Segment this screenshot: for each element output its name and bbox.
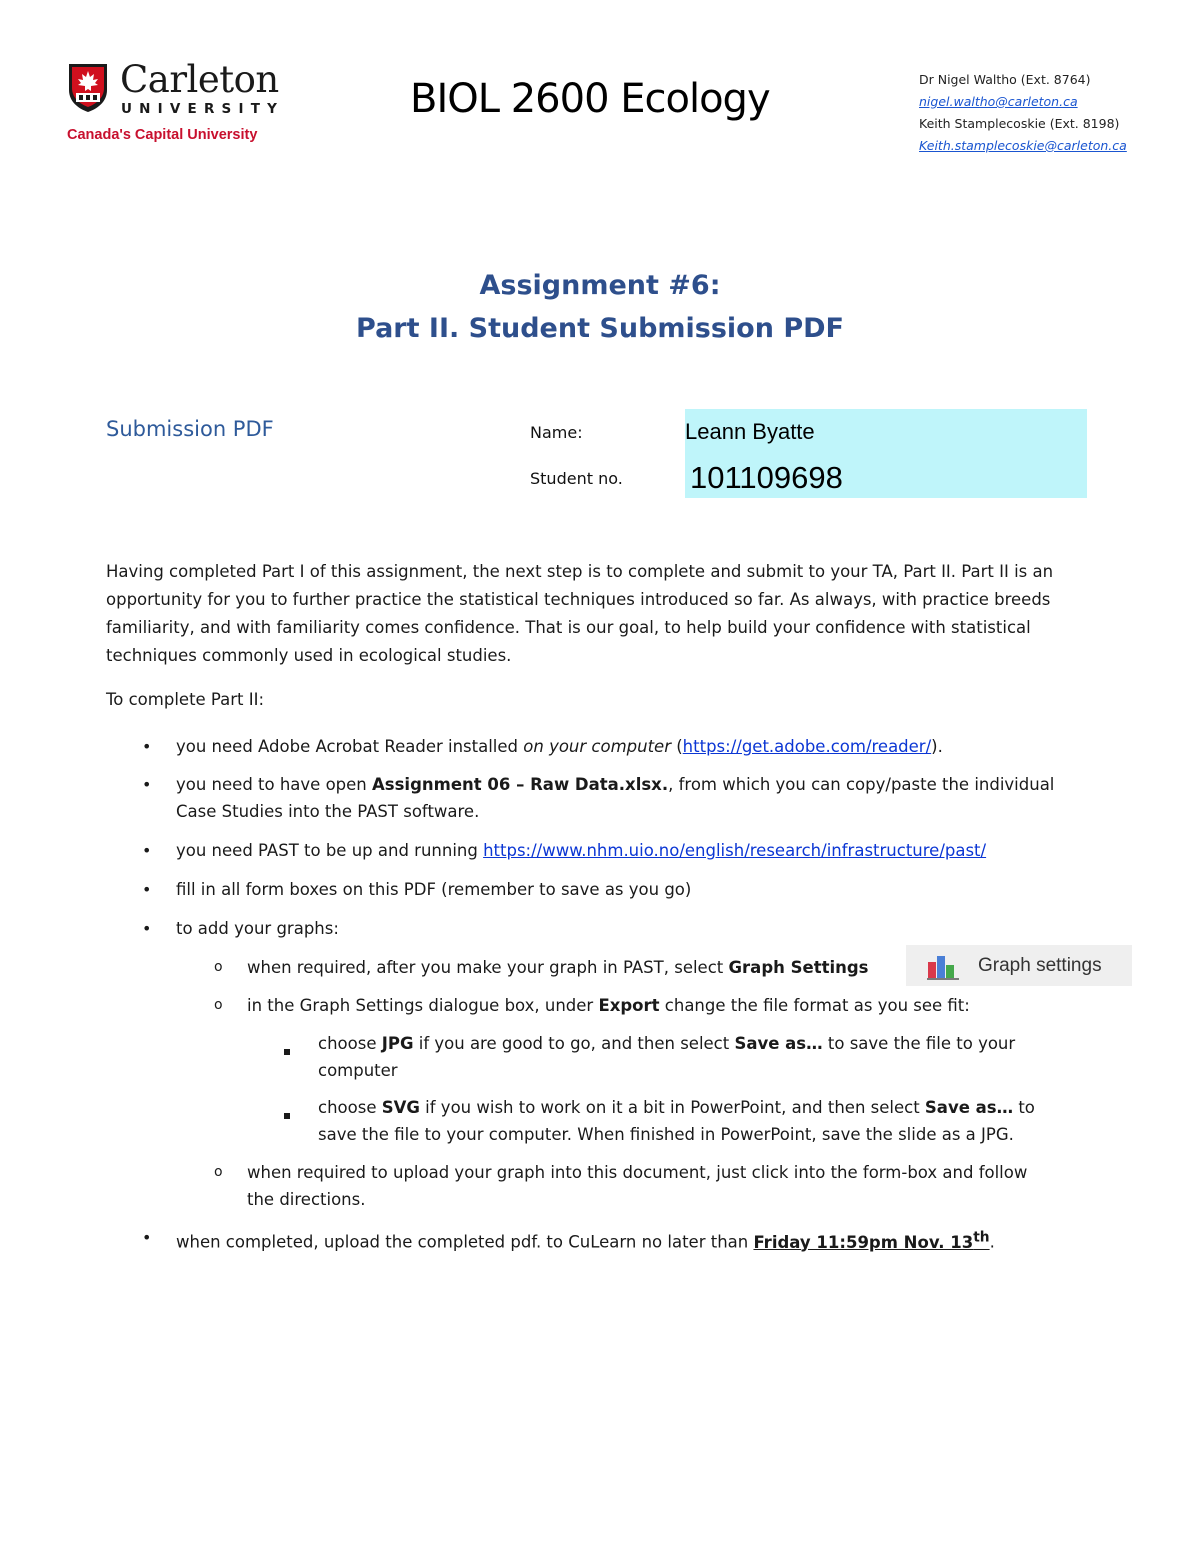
adobe-reader-link[interactable]: https://get.adobe.com/reader/ [682,737,932,756]
name-field[interactable]: Leann Byatte [685,419,815,444]
list-item: choose SVG if you wish to work on it a bit in PowerPoint, and then select Save as… to save the file to your computer. When finished in PowerPoint, save the slide as a JPG. [318,1098,1035,1144]
list-item: choose JPG if you are good to go, and then select Save as… to save the file to your computer [318,1034,1016,1080]
list-item: to add your graphs: [176,919,339,938]
crest-icon [67,62,109,114]
sub-bullet-marker: o [214,1164,223,1180]
bullet-marker: • [142,841,152,860]
bullet-marker: • [142,775,152,794]
list-item: in the Graph Settings dialogue box, under Export change the file format as you see fit: [247,996,970,1015]
logo-university: UNIVERSITY [121,101,285,117]
intro-paragraph: Having completed Part I of this assignment, the next step is to complete and submit to your TA, Part II. Part II is an opportunity for you to further practice the statistical techniques introduced so far. As always, with practice breeds familiarity, and with familiarity comes confidence. That is our goal, to help build your confidence with statistical techniques commonly used in ecological studies. [106,562,1054,665]
list-item: when required to upload your graph into this document, just click into the form-box and follow the directions. [247,1163,1028,1209]
list-item: fill in all form boxes on this PDF (remember to save as you go) [176,880,692,899]
list-item: when completed, upload the completed pdf. to CuLearn no later than Friday 11:59pm Nov. 13th. [176,1229,995,1252]
submission-heading: Submission PDF [106,417,274,441]
student-number-label: Student no. [530,469,623,488]
bullet-marker: • [142,919,152,938]
bullet-marker: • [142,1228,152,1247]
student-number-field[interactable]: 101109698 [690,460,843,495]
contact-block [919,69,1127,157]
list-item: you need Adobe Acrobat Reader installed on your computer (https://get.adobe.com/reader/). [176,737,943,756]
bullet-marker: • [142,880,152,899]
sub-bullet-marker: o [214,959,223,975]
contact-name: Dr Nigel Waltho (Ext. 8764) [919,72,1091,87]
square-bullet-marker [284,1104,290,1123]
list-item: you need to have open Assignment 06 – Raw Data.xlsx., from which you can copy/paste the individual Case Studies into the PAST software. [176,775,1055,821]
sub-bullet-marker: o [214,997,223,1013]
list-item: you need PAST to be up and running https://www.nhm.uio.no/english/research/infrastructure/past/ [176,841,987,860]
contact-email-link[interactable]: Keith.stamplecoskie@carleton.ca [919,138,1127,153]
to-complete-label: To complete Part II: [106,690,265,709]
contact-email-link[interactable]: nigel.waltho@carleton.ca [919,94,1078,109]
deadline-text: Friday 11:59pm Nov. 13th [753,1229,990,1252]
logo-wordmark: Carleton [120,58,279,101]
logo-tagline: Canada's Capital University [67,127,258,143]
graph-settings-label: Graph settings [978,955,1102,976]
bar-chart-icon [927,954,959,980]
bullet-marker: • [142,737,152,756]
list-item: when required, after you make your graph in PAST, select Graph Settings [247,958,869,977]
name-label: Name: [530,423,583,442]
past-software-link[interactable]: https://www.nhm.uio.no/english/research/infrastructure/past/ [483,841,987,860]
square-bullet-marker [284,1040,290,1059]
assignment-subtitle: Part II. Student Submission PDF [356,313,844,344]
contact-name: Keith Stamplecoskie (Ext. 8198) [919,116,1120,131]
assignment-title: Assignment #6: [479,270,721,301]
course-title: BIOL 2600 Ecology [410,76,770,122]
